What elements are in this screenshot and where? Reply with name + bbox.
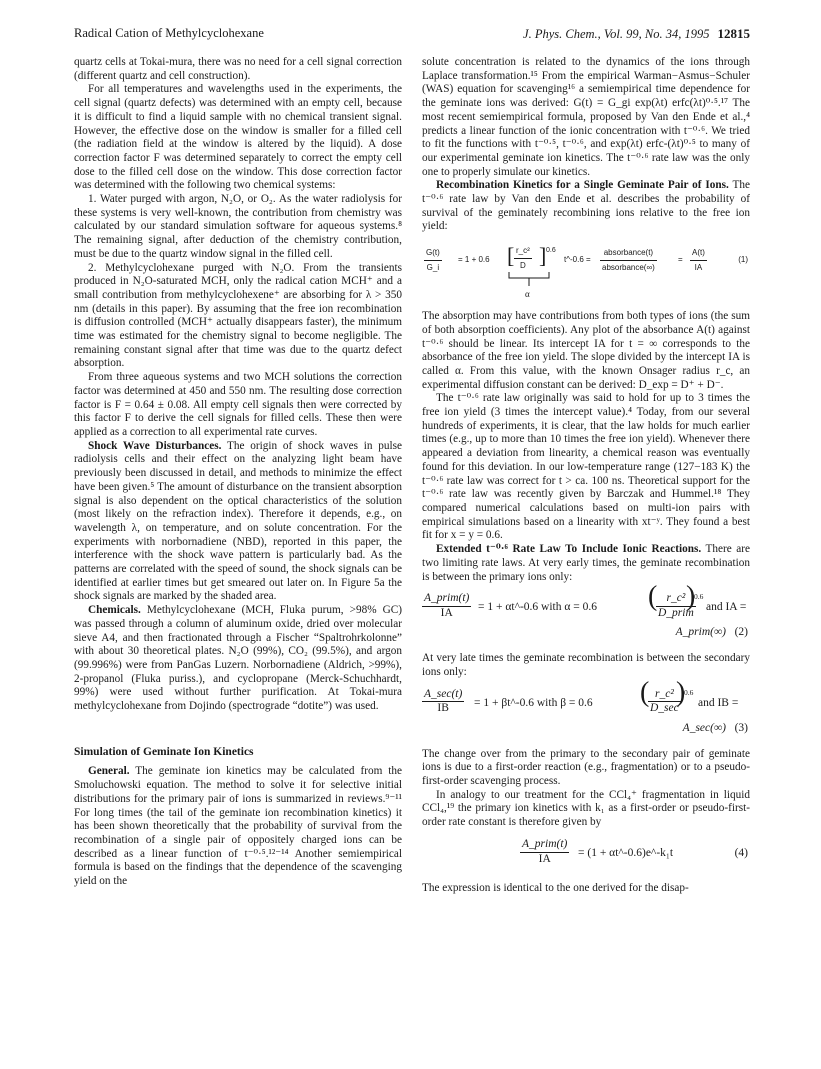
eq3-inner: r_c² D_sec bbox=[650, 687, 679, 715]
eq2-paren-open: ( bbox=[648, 581, 658, 613]
eq1-bracket-close: ] bbox=[539, 243, 547, 269]
eq2-inner: r_c² D_prim bbox=[658, 592, 694, 619]
runin-heading: Recombination Kinetics for a Single Geminate Pair of Ions. bbox=[436, 179, 729, 192]
runin-heading: Extended t⁻⁰·⁶ Rate Law To Include Ionic Reactions. bbox=[436, 543, 702, 556]
page-header bbox=[74, 26, 750, 46]
eq1-absorbance: absorbance(t) absorbance(∞) bbox=[602, 248, 655, 272]
eq1-t-term: t^-0.6 = bbox=[564, 255, 591, 265]
alpha-label: α bbox=[525, 289, 530, 300]
eq3-rhs: = 1 + βt^-0.6 with β = 0.6 bbox=[474, 696, 593, 709]
runin-heading: General. bbox=[88, 765, 130, 778]
eq1-mid: = 1 + 0.6 bbox=[458, 255, 490, 265]
eq2-exponent: 0.6 bbox=[694, 592, 704, 602]
eq3-paren-close: ) bbox=[676, 676, 686, 708]
eq2-line2: A_prim(∞) bbox=[675, 626, 726, 639]
equation-2 bbox=[422, 581, 750, 644]
runin-heading: Shock Wave Disturbances. bbox=[88, 439, 222, 452]
eq1-bracket-open: [ bbox=[507, 243, 515, 269]
paragraph: The expression is identical to the one derived for the disap- bbox=[422, 881, 689, 894]
paragraph bbox=[422, 179, 750, 234]
equation-1 bbox=[422, 242, 750, 302]
paragraph: In analogy to our treatment for the CCl₄⁺ fragmentation in liquid CCl₄,¹⁹ the primary ion kinetics with k₁ as a first-order or pseudo-first-order rate constant is therefore given by bbox=[422, 788, 750, 829]
paragraph: quartz cells at Tokai-mura, there was no need for a cell signal correction (different quartz and cell construction). bbox=[74, 56, 402, 82]
runin-heading: Chemicals. bbox=[88, 604, 141, 617]
eq3-lhs: A_sec(t) IB bbox=[424, 687, 463, 715]
paragraph: solute concentration is related to the dynamics of the ions through Laplace transformation.¹⁵ From the empirical Warman−Asmus−Schuler (WAS) equation for scavenging¹⁶ a semiempirical time dependence for the geminate ions was derived: G(t) = G_gi exp(λt) erfc(λt)⁰·⁵.¹⁷ The most recent semiempirical formula, proposed by Van den Ende et al.,⁴ predicts a linear function of the ionic concentration with t⁻⁰·⁶. We tried to fit the functions with t⁻⁰·⁵, t⁻⁰·⁶, and exp(λt) erfc-(λt)⁰·⁵ to many of our experimental geminate ion kinetics. The t⁻⁰·⁶ rate law was the only one to properly simulate our kinetics. bbox=[422, 56, 750, 178]
page-number: 12815 bbox=[717, 26, 750, 41]
equation-number: (1) bbox=[738, 255, 748, 265]
eq3-exponent: 0.6 bbox=[684, 687, 694, 697]
eq3-line2: A_sec(∞) bbox=[682, 721, 726, 734]
paragraph: At very late times the geminate recombination is between the secondary ions only: bbox=[422, 652, 750, 678]
eq3-tail: and IB = bbox=[698, 696, 739, 709]
equation-number: (4) bbox=[734, 846, 748, 859]
paragraph bbox=[74, 604, 402, 714]
eq4-rhs: = (1 + αt^-0.6)e^-k₁t bbox=[578, 846, 674, 859]
paragraph-body: The t⁻⁰·⁶ rate law by Van den Ende et al. describes the probability of survival of the geminately recombining ions relative to the free ion yield: bbox=[422, 179, 750, 233]
journal-citation bbox=[523, 26, 750, 42]
paragraph-body: The geminate ion kinetics may be calculated from the Smoluchowski equation. The method to solve it for selective initial distributions for the primary pair of ions is summarized in reviews.⁹⁻¹¹ For long times (the tail of the geminate ion recombination kinetics) it has been shown theoretically that the probability of survival from the recombination of a single pair of oppositely charged ions can be described as a linear function of t⁻⁰·⁵.¹²⁻¹⁴ Another semiempirical formula is based on the findings that the dependence of the scavenging yield on the bbox=[74, 765, 402, 888]
eq3-paren-open: ( bbox=[640, 676, 650, 708]
section-heading: Simulation of Geminate Ion Kinetics bbox=[74, 745, 254, 758]
equation-number: (2) bbox=[734, 626, 748, 639]
eq1-rhs: $\frac{A(t)}{IA}$ bbox=[692, 248, 705, 272]
eq2-paren-close: ) bbox=[686, 581, 696, 613]
paragraph-body: Methylcyclohexane (MCH, Fluka purum, >98% GC) was passed through a column of aluminum oxide, dried over molecular sieve A4, and then fractionated through a Fischer “Spaltrohrkolonne” with about 30 theoretical plates. N₂O (99%), CO₂ (99.5%), and argon (99.996%) were from PanGas Luzern. Norbornadiene (Aldrich, >99%), 2-propanol (Fluka puriss.), and cyclopropane (Merck-Schuchhardt, 99%) were used without further purification. At Tokai-mura methylcyclohexane from Dojindo (spectrograde “dotite”) was used. bbox=[74, 604, 402, 713]
paragraph bbox=[74, 765, 402, 888]
paragraph-body: The origin of shock waves in pulse radiolysis cells and their effect on the analyzing light beam have previously been discussed in detail, and methods to minimize the effect have been given.⁵ The amount of disturbance on the transient absorption signal is also dependent on the optical characteristics of the solution (most likely on the refraction index). Therefore it depends, e.g., on wavelength λ, on temperature, and on solute concentration. For the experiments with norbornadiene (NBD), reported in this paper, the interference with the shock wave pattern is particularly bad. As the patterns are correlated with the speed of sound, the shock signals can be identified at earlier times but get smeared out later on. In Figure 5a the shock signals are marked by the shaded area. bbox=[74, 439, 402, 603]
paragraph: The t⁻⁰·⁶ rate law originally was said to hold for up to 3 times the free ion yield (3 times the intercept value).⁴ Today, from our several hundreds of experiments, it is clear, that the law holds for much earlier times (e.g., up to more than 10 times the free ion yield). Whenever there appeared a deviation from linearity, a chemical reason was eventually found for this deviation. In our low-temperature range (127−183 K) the t⁻⁰·⁶ rate law was correct for t > ca. 100 ns. Theoretical support for the t⁻⁰·⁶ rate law was recently given by Barczak and Hummel.¹⁸ They compared numerical calculations based on multi-ion pairs with empirical simulations based on a linearity with xt⁻ʸ. They found a best fit for x = y = 0.6. bbox=[422, 392, 750, 542]
eq1-inner: $\frac{\text{r\_c²}}{D}$ bbox=[516, 246, 530, 270]
paragraph: For all temperatures and wavelengths used in the experiments, the cell signal (quartz defects) was determined with an empty cell, because it is difficult to find a liquid sample with no chemical transient signal. However, the effective dose on the window is smaller for a filled cell (the radiation field at the window is altered by the liquid). A dose correction factor F was determined separately to correct the empty cell dose to the filled cell dose on the window. This dose correction factor was determined with the following two chemical systems: bbox=[74, 83, 402, 192]
paragraph-body: There are two limiting rate laws. At very early times, the geminate recombination is between the primary ions only: bbox=[422, 543, 750, 583]
eq1-exponent: 0.6 bbox=[546, 247, 556, 255]
paragraph bbox=[422, 543, 750, 584]
eq1-equals: = bbox=[678, 255, 683, 265]
paragraph: The absorption may have contributions from both types of ions (the sum of both absorption coefficients). Any plot of the absorbance A(t) against t⁻⁰·⁶ should be linear. Its intercept IA for t = ∞ corresponds to the absorbance of the free ion yield. The slope divided by the intercept IA is called α. From this value, with the known Onsager radius r_c, an experimental diffusion constant can be derived: D_exp = D⁺ + D⁻. bbox=[422, 310, 750, 391]
equation-3 bbox=[422, 676, 750, 740]
paragraph: 2. Methylcyclohexane purged with N₂O. From the transients produced in N₂O-saturated MCH, only the radical cation MCH⁺ and a small contribution from methylcyclohexene⁺ are absorbing for λ > 350 nm (details in this paper). By assuming that the free ion recombination is diffusion controlled (MCH⁺ actually disappears faster), the minimum time was estimated for the chemistry signal to become negligible. The remaining constant signal after that time was due to the quartz defect absorption. bbox=[74, 261, 402, 370]
equation-number: (3) bbox=[734, 721, 748, 734]
equation-4 bbox=[422, 838, 750, 874]
paragraph: 1. Water purged with argon, N₂O, or O₂. As the water radiolysis for these systems is very well-known, the contribution from chemistry was calculated by our standard simulation software for aqueous systems.⁸ The remaining signal, after deduction of the chemistry contribution, must be due to the quartz window signal in the filled cell. bbox=[74, 193, 402, 260]
right-column bbox=[422, 56, 750, 896]
left-column bbox=[74, 56, 402, 889]
journal-name: J. Phys. Chem., Vol. 99, No. 34, 1995 bbox=[523, 27, 710, 41]
paragraph: The change over from the primary to the secondary pair of geminate ions is due to a first-order reaction (e.g., fragmentation) or to a pseudo-first-order scavenging process. bbox=[422, 747, 750, 788]
paragraph bbox=[74, 440, 402, 604]
paragraph: From three aqueous systems and two MCH solutions the correction factor was determined at 450 and 550 nm. The resulting dose correction factor is F = 0.64 ± 0.08. All empty cell signals then were corrected by this factor F to derive the cell signals for filled cells. These then were applied as a correction to all experimental rate curves. bbox=[74, 371, 402, 438]
eq4-lhs: A_prim(t) IA bbox=[522, 837, 568, 865]
eq2-lhs: A_prim(t) IA bbox=[424, 592, 470, 619]
running-title: Radical Cation of Methylcyclohexane bbox=[74, 26, 264, 40]
eq1-lhs: $\frac{G(t)}{G\_i}$ bbox=[426, 248, 440, 272]
eq2-tail: and IA = bbox=[706, 601, 747, 614]
eq2-rhs: = 1 + αt^-0.6 with α = 0.6 bbox=[478, 601, 597, 614]
